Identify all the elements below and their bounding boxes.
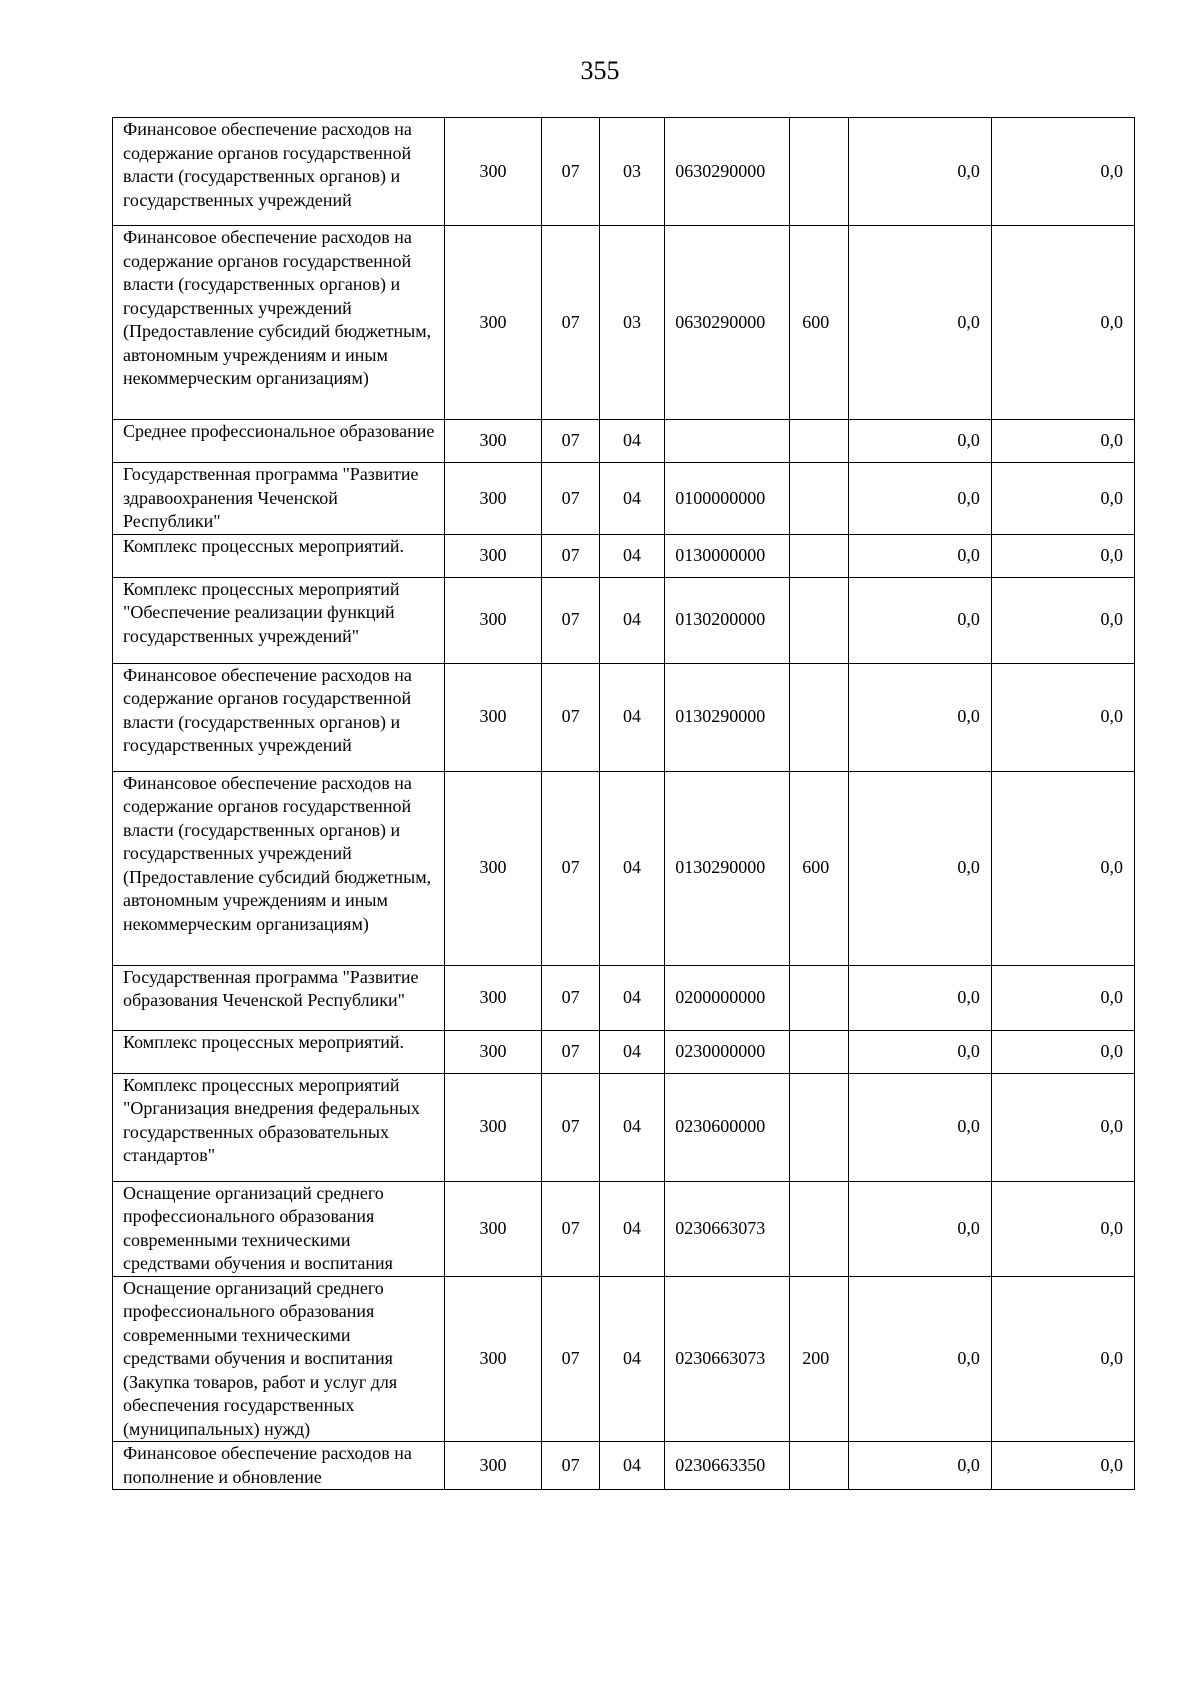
- row-expense-type-cell: [790, 1442, 848, 1490]
- row-amount-2-cell: 0,0: [991, 420, 1134, 463]
- row-amount-2-cell: 0,0: [991, 1073, 1134, 1181]
- row-name-cell: Комплекс процессных мероприятий "Организация внедрения федеральных государственных образовательных стандартов": [113, 1073, 445, 1181]
- row-name-cell: Финансовое обеспечение расходов на содержание органов государственной власти (государственных органов) и государственных учреждений (Предоставление субсидий бюджетным, автономным учреждениям и иным некоммерческим организациям): [113, 226, 445, 420]
- row-grbs-cell: 300: [444, 420, 542, 463]
- row-section-cell: 07: [542, 1030, 599, 1073]
- row-grbs-cell: 300: [444, 577, 542, 663]
- table-row: [113, 1181, 1135, 1276]
- row-target-article-cell: 0230000000: [665, 1030, 790, 1073]
- row-amount-1-cell: 0,0: [848, 226, 991, 420]
- row-expense-type-cell: [790, 577, 848, 663]
- row-grbs-cell: 300: [444, 1030, 542, 1073]
- row-name-cell: Комплекс процессных мероприятий "Обеспечение реализации функций государственных учреждений": [113, 577, 445, 663]
- row-expense-type-cell: [790, 118, 848, 226]
- row-grbs-cell: 300: [444, 1073, 542, 1181]
- row-grbs-cell: 300: [444, 1181, 542, 1276]
- row-subsection-cell: 04: [599, 965, 665, 1030]
- row-amount-2-cell: 0,0: [991, 463, 1134, 535]
- row-amount-2-cell: 0,0: [991, 663, 1134, 771]
- row-amount-2-cell: 0,0: [991, 118, 1134, 226]
- row-target-article-cell: 0130290000: [665, 771, 790, 965]
- table-row: [113, 463, 1135, 535]
- row-subsection-cell: 04: [599, 577, 665, 663]
- row-name-cell: Государственная программа "Развитие здравоохранения Чеченской Республики": [113, 463, 445, 535]
- row-expense-type-cell: 200: [790, 1276, 848, 1442]
- row-subsection-cell: 04: [599, 420, 665, 463]
- row-expense-type-cell: [790, 534, 848, 577]
- row-amount-2-cell: 0,0: [991, 1181, 1134, 1276]
- row-subsection-cell: 04: [599, 1181, 665, 1276]
- row-amount-2-cell: 0,0: [991, 534, 1134, 577]
- row-amount-1-cell: 0,0: [848, 118, 991, 226]
- row-subsection-cell: 04: [599, 1073, 665, 1181]
- row-expense-type-cell: [790, 1181, 848, 1276]
- table-row: [113, 118, 1135, 226]
- row-target-article-cell: 0130200000: [665, 577, 790, 663]
- row-name-cell: Оснащение организаций среднего профессионального образования современными техническими средствами обучения и воспитания (Закупка товаров, работ и услуг для обеспечения государственных (муниципальных) нужд): [113, 1276, 445, 1442]
- row-subsection-cell: 03: [599, 226, 665, 420]
- row-name-cell: Финансовое обеспечение расходов на пополнение и обновление: [113, 1442, 445, 1490]
- row-subsection-cell: 04: [599, 771, 665, 965]
- table-row: [113, 577, 1135, 663]
- table-row: [113, 534, 1135, 577]
- row-section-cell: 07: [542, 771, 599, 965]
- row-section-cell: 07: [542, 1276, 599, 1442]
- table-row: [113, 1276, 1135, 1442]
- row-subsection-cell: 04: [599, 1276, 665, 1442]
- row-grbs-cell: 300: [444, 118, 542, 226]
- table-row: [113, 663, 1135, 771]
- row-amount-1-cell: 0,0: [848, 463, 991, 535]
- row-amount-2-cell: 0,0: [991, 577, 1134, 663]
- table-row: [113, 1030, 1135, 1073]
- budget-table-body: [113, 118, 1135, 1490]
- row-amount-2-cell: 0,0: [991, 1442, 1134, 1490]
- table-row: [113, 1073, 1135, 1181]
- row-grbs-cell: 300: [444, 663, 542, 771]
- row-amount-1-cell: 0,0: [848, 577, 991, 663]
- row-grbs-cell: 300: [444, 226, 542, 420]
- row-amount-1-cell: 0,0: [848, 534, 991, 577]
- row-amount-1-cell: 0,0: [848, 771, 991, 965]
- row-name-cell: Оснащение организаций среднего профессионального образования современными техническими средствами обучения и воспитания: [113, 1181, 445, 1276]
- row-amount-1-cell: 0,0: [848, 1030, 991, 1073]
- row-section-cell: 07: [542, 577, 599, 663]
- row-amount-2-cell: 0,0: [991, 1276, 1134, 1442]
- row-name-cell: Среднее профессиональное образование: [113, 420, 445, 463]
- row-target-article-cell: 0230663073: [665, 1181, 790, 1276]
- row-amount-1-cell: 0,0: [848, 965, 991, 1030]
- row-amount-1-cell: 0,0: [848, 1442, 991, 1490]
- row-section-cell: 07: [542, 118, 599, 226]
- row-expense-type-cell: [790, 663, 848, 771]
- row-target-article-cell: 0100000000: [665, 463, 790, 535]
- row-subsection-cell: 04: [599, 663, 665, 771]
- row-target-article-cell: 0630290000: [665, 118, 790, 226]
- row-amount-2-cell: 0,0: [991, 226, 1134, 420]
- row-section-cell: 07: [542, 663, 599, 771]
- table-row: [113, 1442, 1135, 1490]
- row-name-cell: Финансовое обеспечение расходов на содержание органов государственной власти (государственных органов) и государственных учреждений: [113, 663, 445, 771]
- row-name-cell: Финансовое обеспечение расходов на содержание органов государственной власти (государственных органов) и государственных учреждений: [113, 118, 445, 226]
- row-amount-1-cell: 0,0: [848, 663, 991, 771]
- row-grbs-cell: 300: [444, 771, 542, 965]
- row-expense-type-cell: [790, 1073, 848, 1181]
- row-target-article-cell: 0230663073: [665, 1276, 790, 1442]
- row-section-cell: 07: [542, 420, 599, 463]
- row-section-cell: 07: [542, 1442, 599, 1490]
- row-subsection-cell: 04: [599, 1030, 665, 1073]
- row-target-article-cell: 0230663350: [665, 1442, 790, 1490]
- row-subsection-cell: 04: [599, 534, 665, 577]
- row-amount-2-cell: 0,0: [991, 1030, 1134, 1073]
- row-target-article-cell: 0130000000: [665, 534, 790, 577]
- row-grbs-cell: 300: [444, 1276, 542, 1442]
- row-amount-1-cell: 0,0: [848, 1276, 991, 1442]
- budget-table: [112, 117, 1135, 1490]
- table-row: [113, 420, 1135, 463]
- row-subsection-cell: 03: [599, 118, 665, 226]
- row-section-cell: 07: [542, 1073, 599, 1181]
- row-name-cell: Комплекс процессных мероприятий.: [113, 534, 445, 577]
- row-amount-2-cell: 0,0: [991, 771, 1134, 965]
- row-grbs-cell: 300: [444, 534, 542, 577]
- row-expense-type-cell: [790, 420, 848, 463]
- row-expense-type-cell: 600: [790, 226, 848, 420]
- row-amount-1-cell: 0,0: [848, 1073, 991, 1181]
- row-subsection-cell: 04: [599, 1442, 665, 1490]
- row-name-cell: Государственная программа "Развитие образования Чеченской Республики": [113, 965, 445, 1030]
- row-amount-2-cell: 0,0: [991, 965, 1134, 1030]
- row-target-article-cell: 0130290000: [665, 663, 790, 771]
- row-expense-type-cell: 600: [790, 771, 848, 965]
- row-grbs-cell: 300: [444, 965, 542, 1030]
- table-row: [113, 226, 1135, 420]
- row-grbs-cell: 300: [444, 463, 542, 535]
- row-target-article-cell: 0230600000: [665, 1073, 790, 1181]
- row-section-cell: 07: [542, 534, 599, 577]
- row-grbs-cell: 300: [444, 1442, 542, 1490]
- row-name-cell: Комплекс процессных мероприятий.: [113, 1030, 445, 1073]
- row-amount-1-cell: 0,0: [848, 420, 991, 463]
- row-expense-type-cell: [790, 463, 848, 535]
- row-target-article-cell: 0630290000: [665, 226, 790, 420]
- row-section-cell: 07: [542, 965, 599, 1030]
- row-section-cell: 07: [542, 226, 599, 420]
- row-expense-type-cell: [790, 965, 848, 1030]
- row-name-cell: Финансовое обеспечение расходов на содержание органов государственной власти (государственных органов) и государственных учреждений (Предоставление субсидий бюджетным, автономным учреждениям и иным некоммерческим организациям): [113, 771, 445, 965]
- row-target-article-cell: [665, 420, 790, 463]
- page-number: 355: [580, 56, 620, 85]
- row-section-cell: 07: [542, 463, 599, 535]
- row-amount-1-cell: 0,0: [848, 1181, 991, 1276]
- row-expense-type-cell: [790, 1030, 848, 1073]
- table-row: [113, 965, 1135, 1030]
- row-subsection-cell: 04: [599, 463, 665, 535]
- table-row: [113, 771, 1135, 965]
- row-section-cell: 07: [542, 1181, 599, 1276]
- row-target-article-cell: 0200000000: [665, 965, 790, 1030]
